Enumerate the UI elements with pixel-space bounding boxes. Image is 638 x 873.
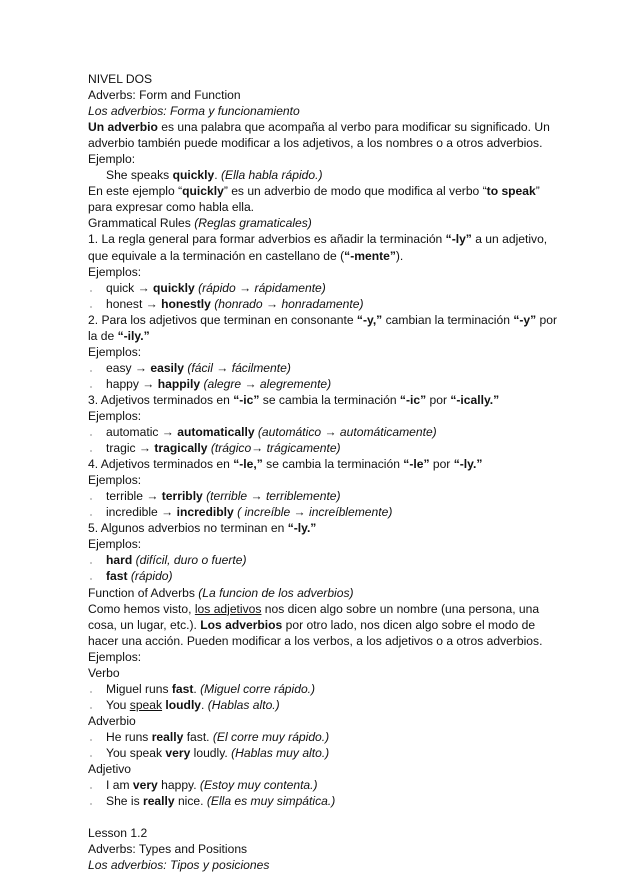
section-heading: Adverbs: Form and Function — [88, 88, 241, 103]
bullet-icon — [90, 803, 92, 805]
bullet-icon — [90, 578, 92, 580]
definition-text: es una palabra que acompaña al verbo para modificar su significado. Un adverbio también puede modificar a los adjetivos, a los nombres o a otros adverbios. — [88, 120, 550, 151]
list-item: She is really nice. (Ella es muy simpática.) — [88, 793, 558, 809]
example-line: She speaks quickly. (Ella habla rápido.) — [106, 168, 323, 183]
bullet-icon — [90, 691, 92, 693]
bullet-icon — [90, 562, 92, 564]
rule-2: 2. Para los adjetivos que terminan en consonante “-y,” cambian la terminación “-y” por la de “-ily.” — [88, 312, 558, 343]
bullet-icon — [90, 370, 92, 372]
bullet-icon — [90, 755, 92, 757]
list-item: You speak very loudly. (Hablas muy alto.) — [88, 745, 558, 761]
list-item: I am very happy. (Estoy muy contenta.) — [88, 777, 558, 793]
bullet-icon — [90, 386, 92, 388]
bullet-icon — [90, 514, 92, 516]
adverb-definition — [88, 119, 558, 151]
list-item: hard (difícil, duro o fuerte) — [88, 552, 558, 568]
list-item: automatic → automatically (automático → automáticamente) — [88, 424, 558, 440]
rule-3: 3. Adjetivos terminados en “-ic” se cambia la terminación “-ic” por “-ically.” — [88, 392, 500, 407]
document-page — [88, 71, 558, 873]
list-item: You speak loudly. (Hablas alto.) — [88, 697, 558, 713]
examples-label: Ejemplos: — [88, 264, 142, 279]
verbo-label: Verbo — [88, 665, 120, 680]
bullet-icon — [90, 450, 92, 452]
list-item: easy → easily (fácil → fácilmente) — [88, 360, 558, 376]
bullet-icon — [90, 434, 92, 436]
examples-label: Ejemplos: — [88, 344, 142, 359]
examples-label: Ejemplos: — [88, 537, 142, 552]
bullet-icon — [90, 498, 92, 500]
example-label: Ejemplo: — [88, 152, 136, 167]
rule-1: 1. La regla general para formar adverbios es añadir la terminación “-ly” a un adjetivo, que equivale a la terminación en castellano de (“-mente”). — [88, 232, 548, 263]
bullet-icon — [90, 707, 92, 709]
rules-heading: Grammatical Rules (Reglas gramaticales) — [88, 216, 312, 231]
list-item: happy → happily (alegre → alegremente) — [88, 376, 558, 392]
examples-label: Ejemplos: — [88, 473, 142, 488]
level-title: NIVEL DOS — [88, 72, 153, 86]
examples-label: Ejemplos: — [88, 649, 142, 664]
bullet-icon — [90, 787, 92, 789]
list-item: tragic → tragically (trágico→ trágicamente) — [88, 440, 558, 456]
list-item: He runs really fast. (El corre muy rápido.) — [88, 729, 558, 745]
list-item: honest → honestly (honrado → honradamente) — [88, 296, 558, 312]
spacer — [88, 809, 558, 825]
lesson-heading-spanish: Los adverbios: Tipos y posiciones — [88, 858, 270, 873]
lesson-heading: Adverbs: Types and Positions — [88, 842, 248, 857]
example-explanation: En este ejemplo “quickly” es un adverbio de modo que modifica al verbo “to speak” para expresar como habla ella. — [88, 184, 540, 215]
adverbio-label: Adverbio — [88, 713, 136, 728]
adjetivo-label: Adjetivo — [88, 762, 132, 777]
list-item: Miguel runs fast. (Miguel corre rápido.) — [88, 681, 558, 697]
list-item: terrible → terribly (terrible → terriblemente) — [88, 488, 558, 504]
list-item: fast (rápido) — [88, 568, 558, 584]
bullet-icon — [90, 739, 92, 741]
definition-term: Un adverbio — [88, 120, 158, 135]
function-paragraph: Como hemos visto, los adjetivos nos dicen algo sobre un nombre (una persona, una cosa, un lugar, etc.). Los adverbios por otro lado, nos dicen algo sobre el modo de hacer una acción. Pueden modificar a los verbos, a los adjetivos o a otros adverbios. — [88, 601, 543, 648]
function-heading: Function of Adverbs (La funcion de los adverbios) — [88, 585, 354, 600]
bullet-icon — [90, 290, 92, 292]
rule-4: 4. Adjetivos terminados en “-le,” se cambia la terminación “-le” por “-ly.” — [88, 457, 483, 472]
section-heading-spanish: Los adverbios: Forma y funcionamiento — [88, 104, 300, 119]
examples-label: Ejemplos: — [88, 408, 142, 423]
list-item: quick → quickly (rápido → rápidamente) — [88, 280, 558, 296]
lesson-number: Lesson 1.2 — [88, 826, 148, 841]
bullet-icon — [90, 306, 92, 308]
list-item: incredible → incredibly ( increíble → increíblemente) — [88, 504, 558, 520]
rule-5: 5. Algunos adverbios no terminan en “-ly.” — [88, 521, 317, 536]
